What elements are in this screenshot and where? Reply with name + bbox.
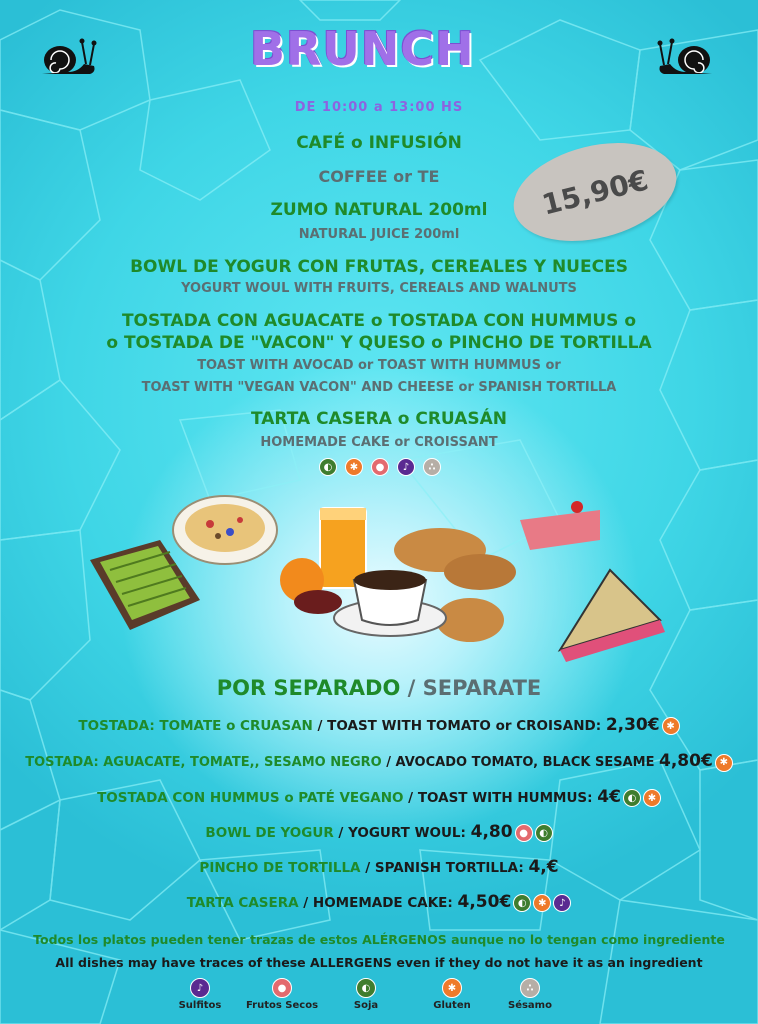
legend-label: Sulfitos (178, 1000, 222, 1011)
snail-icon (656, 34, 716, 80)
jam-bowl-image (294, 590, 342, 614)
soja-icon: ◐ (319, 458, 337, 476)
allergen-note-en: All dishes may have traces of these ALLERGENS even if they do not have it as an ingredient (55, 955, 703, 970)
menu-line-toast-en-1: TOAST WITH AVOCAD or TOAST WITH HUMMUS or (197, 358, 561, 373)
yogurt-bowl-image (173, 496, 277, 564)
brunch-food-illustration (80, 480, 680, 680)
menu-line-bowl-en: YOGURT WOUL WITH FRUITS, CEREALS AND WALNUTS (181, 281, 577, 296)
soja-icon: ◐ (513, 894, 531, 912)
list-item (0, 857, 758, 877)
allergen-note-es: Todos los platos pueden tener trazas de estos ALÉRGENOS aunque no lo tengan como ingrediente (33, 932, 725, 947)
gluten-icon: ✱ (643, 789, 661, 807)
sulfitos-icon: ♪ (397, 458, 415, 476)
item-name-es: TOSTADA: AGUACATE, TOMATE,, SESAMO NEGRO (25, 755, 382, 770)
item-name-en: AVOCADO TOMATO, BLACK SESAME (395, 755, 655, 770)
legend-label: Soja (353, 1000, 379, 1011)
sesamo-icon: ∴ (423, 458, 441, 476)
frutos-secos-icon: ● (272, 978, 292, 998)
item-divider: / (298, 895, 313, 911)
brunch-price: 15,90€ (538, 162, 652, 222)
item-price: 4,€ (528, 857, 559, 877)
item-name-es: PINCHO DE TORTILLA (199, 860, 361, 876)
list-item (0, 822, 758, 842)
item-divider: / (360, 860, 375, 876)
soja-icon: ◐ (623, 789, 641, 807)
item-name-es: TOSTADA: TOMATE o CRUASAN (78, 718, 313, 734)
legend-item-frutos-secos (242, 978, 322, 1011)
item-price: 4,50€ (457, 892, 512, 912)
cake-slice-image (520, 501, 600, 550)
item-name-en: TOAST WITH HUMMUS: (417, 790, 593, 806)
snail-icon (38, 34, 98, 80)
gluten-icon: ✱ (662, 717, 680, 735)
gluten-icon: ✱ (345, 458, 363, 476)
menu-line-toast-es-1: TOSTADA CON AGUACATE o TOSTADA CON HUMMUS o (121, 311, 637, 331)
item-price: 2,30€ (605, 715, 660, 735)
sulfitos-icon: ♪ (190, 978, 210, 998)
legend-item-sulfitos (160, 978, 240, 1011)
frutos-secos-icon: ● (515, 824, 533, 842)
menu-line-juice-es: ZUMO NATURAL 200ml (270, 200, 488, 220)
item-price: 4€ (597, 787, 621, 807)
menu-line-cake-en: HOMEMADE CAKE or CROISSANT (260, 435, 498, 450)
allergen-legend (160, 978, 580, 1022)
soja-icon: ◐ (535, 824, 553, 842)
legend-label: Gluten (433, 1000, 471, 1011)
menu-line-cake-es: TARTA CASERA o CRUASÁN (251, 409, 507, 429)
list-item (0, 715, 758, 735)
separate-title-en: SEPARATE (422, 676, 542, 700)
brunch-allergen-icons (0, 458, 758, 476)
separate-title-es: POR SEPARADO (216, 676, 401, 700)
list-item (0, 892, 758, 912)
menu-title: BRUNCH (250, 22, 475, 76)
list-item (0, 787, 758, 807)
item-divider: / (403, 790, 418, 806)
item-name-es: BOWL DE YOGUR (205, 825, 334, 841)
list-item (0, 751, 758, 772)
menu-line-coffee-es: CAFÉ o INFUSIÓN (296, 133, 462, 153)
menu-line-toast-en-2: TOAST WITH "VEGAN VACON" AND CHEESE or SPANISH TORTILLA (141, 380, 617, 395)
legend-label: Frutos Secos (245, 1000, 319, 1011)
menu-line-juice-en: NATURAL JUICE 200ml (298, 227, 460, 242)
item-name-en: SPANISH TORTILLA: (374, 860, 524, 876)
item-name-en: TOAST WITH TOMATO or CROISAND: (327, 718, 602, 734)
sesamo-icon: ∴ (520, 978, 540, 998)
legend-item-soja (326, 978, 406, 1011)
brunch-hours: DE 10:00 a 13:00 HS (294, 100, 464, 115)
frutos-secos-icon: ● (371, 458, 389, 476)
item-name-en: HOMEMADE CAKE: (312, 895, 453, 911)
separate-title-divider: / (400, 676, 423, 700)
menu-line-coffee-en: COFFEE or TE (318, 167, 440, 186)
legend-item-sesamo (490, 978, 570, 1011)
gluten-icon: ✱ (715, 754, 733, 772)
separate-section-title (0, 676, 758, 700)
legend-item-gluten (412, 978, 492, 1011)
tart-slice-image (560, 570, 665, 662)
item-price: 4,80€ (659, 751, 713, 771)
menu-line-bowl-es: BOWL DE YOGUR CON FRUTAS, CEREALES Y NUECES (130, 257, 628, 277)
item-divider: / (333, 825, 349, 841)
item-name-es: TOSTADA CON HUMMUS o PATÉ VEGANO (97, 790, 404, 806)
item-price: 4,80 (470, 822, 513, 842)
soja-icon: ◐ (356, 978, 376, 998)
gluten-icon: ✱ (442, 978, 462, 998)
avocado-toast-image (90, 540, 200, 630)
item-name-en: YOGURT WOUL: (348, 825, 466, 841)
item-name-es: TARTA CASERA (186, 895, 299, 911)
menu-line-toast-es-2: o TOSTADA DE "VACON" Y QUESO o PINCHO DE TORTILLA (106, 333, 652, 353)
gluten-icon: ✱ (533, 894, 551, 912)
sulfitos-icon: ♪ (553, 894, 571, 912)
item-divider: / (312, 718, 328, 734)
item-divider: / (381, 755, 396, 770)
legend-label: Sésamo (508, 1000, 552, 1011)
